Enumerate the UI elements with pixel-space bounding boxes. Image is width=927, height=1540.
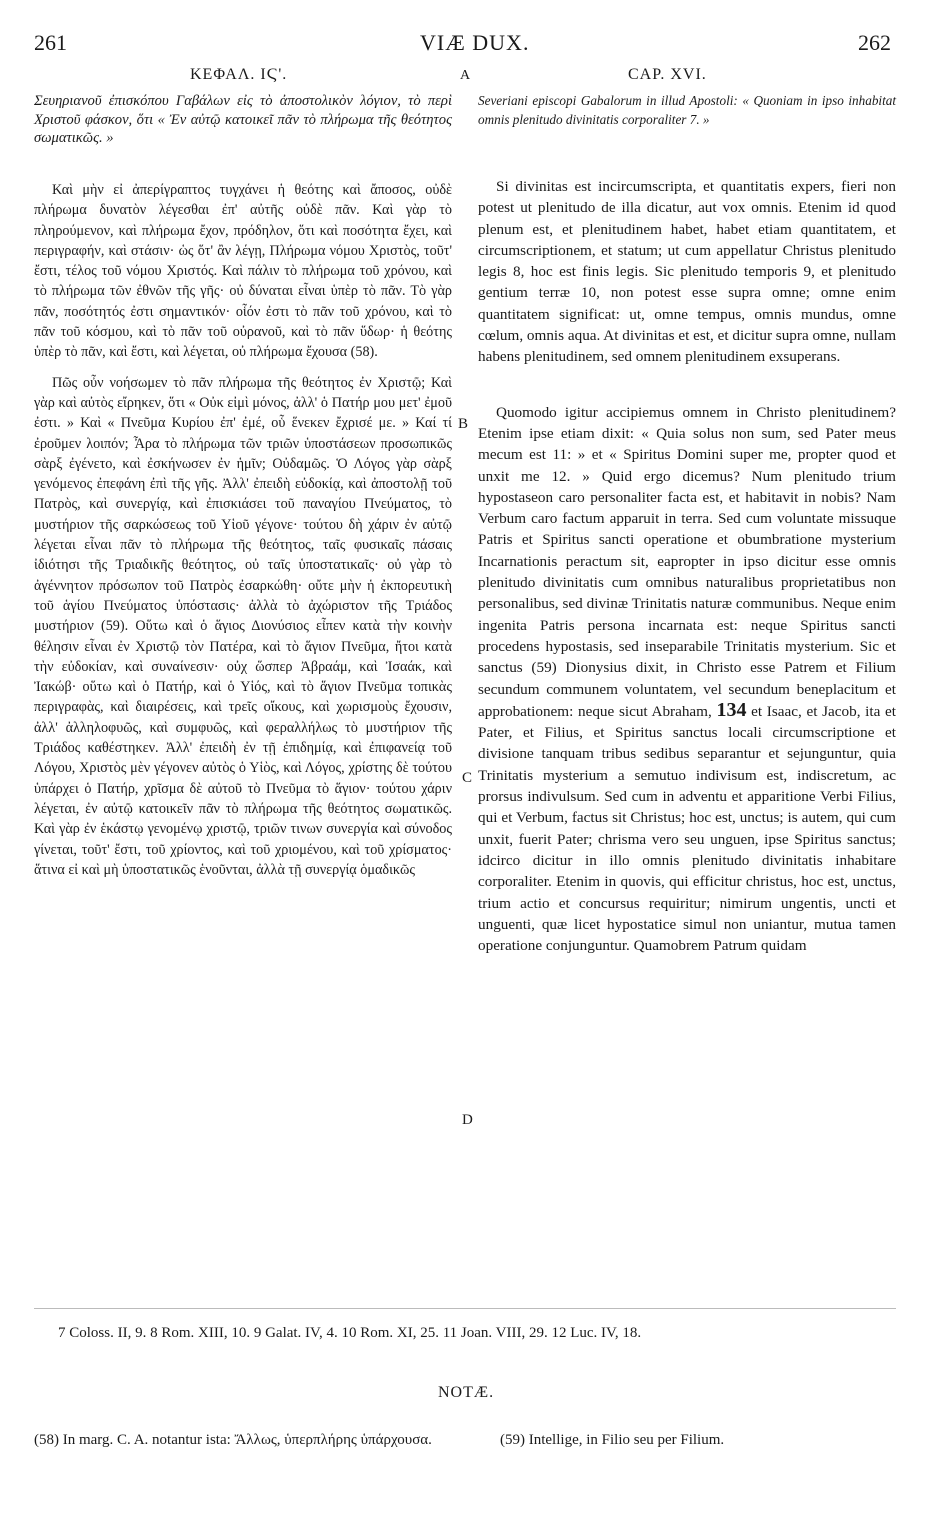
latin-paragraph-1: Si divinitas est incircumscripta, et quantitatis expers, fieri non potest ut plenitudo de illa dicatur, aut vox omnis. Etenim id quod plenum est, et plenitudinem habet, habet etiam quantitatem, et circumscriptionem, et statum; ut cum appellatur Christus plenitudo legis 8, hoc est finis legis. Sic plenitudo temporis 9, et plenitudo gentium terræ 10, non potest esse supra omne; omne enim quantitatem significat: ut, omne tempus, omnis mundus, omne cœlum, omnis aqua. At divinitas et est, et dicitur supra omne, nullam habens plenitudinem, sed omnem plenitudinem exsuperans. (478, 178, 897, 366)
note-59: (59) Intellige, in Filio seu per Filium. (500, 1432, 725, 1448)
latin-title: Severiani episcopi Gabalorum in illud Apostoli: « Quoniam in ipso inhabitat omnis plenitudo divinitatis corporaliter 7. » (478, 93, 896, 127)
latin-column (478, 176, 896, 966)
margin-marker-a: A (460, 68, 471, 83)
greek-title: Σευηριανοῦ ἐπισκόπου Γαβάλων εἰς τὸ ἀποστολικὸν λόγιον, τὸ περὶ Χριστοῦ φάσκον, ὅτι « Ἐν αὐτῷ κατοικεῖ πᾶν τὸ πλήρωμα τῆς θεότητος σωματικῶς. » (34, 93, 452, 146)
greek-column (34, 180, 452, 890)
greek-paragraph-1: Καὶ μὴν εἰ ἀπερίγραπτος τυγχάνει ἡ θεότης καὶ ἄποσος, οὐδὲ πλήρωμα δυνατὸν λέγεσθαι ἐπ' αὐτῆς οὐδὲ πᾶν. Καὶ γὰρ τὸ πληρούμενον, καὶ πλήρωμα ἔχον, πρόδηλον, ὅτι καὶ ποσότητα ἔχει, καὶ περιγραφήν, καὶ στάσιν· ὡς ὅτ' ἂν λέγῃ, Πλήρωμα νόμου Χριστὸς, τοῦτ' ἔστι, τέλος τοῦ νόμου Χριστός. Καὶ πάλιν τὸ πλήρωμα τοῦ χρόνου, καὶ τὸ πλήρωμα τῶν ἐθνῶν τῆς γῆς· οὐ δύναται εἶναι ὑπὲρ τὸ πᾶν. Τὸ γὰρ πᾶν, ποσότητός ἐστι σημαντικόν· οἷόν ἐστι τὸ πᾶν τοῦ χρόνου, καὶ τὸ πᾶν τοῦ κόσμου, καὶ τὸ πᾶν τοῦ οὐρανοῦ, καὶ τὸ πᾶν ὕδωρ· ἡ θεότης ὑπὲρ τὸ πᾶν, καὶ ἔστι, καὶ λέγεται, οὐ πλήρωμα ἔχουσα (58). (34, 182, 452, 361)
margin-marker-d: D (462, 1112, 473, 1128)
latin-paragraph-2a: Quomodo igitur accipiemus omnem in Christo plenitudinem? Etenim ipse etiam dixit: « Quia solus non sum, sed Pater meus mecum est 11: » et « Spiritus Domini super me, propter quod et unxit me 12. » Quid ergo dicemus? Num plenitudo trium hypostaseon caro personaliter facta est, et habitavit in nobis? Nam Verbum caro factum apparuit in terra. Sed cum voluntate missuque Patris et Spiritus sancti operatione et obumbratione mysterium Incarnationis peractum sit, eapropter in ipso dicitur esse omnis plenitudo divinitatis cum omnibus naturalibus proprietatibus non personalibus, sed divinæ Trinitatis naturæ communibus. Neque enim ingenita Patris persona incarnata est: neque Spiritus sancti procedens hypostasis, sed inseparabile Trinitatis mysterium. Sic et sanctus (59) Dionysius dixit, in Christo esse Patrem et Filium secundum communem voluntatem, vel secundum beneplacitum et approbationem: neque sicut Abraham, (478, 403, 896, 720)
page-marker: 134 (716, 698, 747, 721)
latin-paragraph-2b: et Isaac, et Jacob, ita et Pater, et Filius, et Spiritus sanctus locali circumscriptione et divisione tanquam tribus sedibus separantur et sejunguntur, quia Trinitatis mysterium a semutuo indivisum est, indiscretum, ac prorsus indivulsum. Sed cum in adventu et apparitione Verbi Filius, qui et Verbum, factus sit Christus; hoc est, unctus; is autem, qui cum unxit, fuerit Pater; chrisma vero seu unguen, ipse Spiritus sanctus; idcirco dicitur in illo omnis plenitudo divinitatis inhabitare corporaliter. Etenim in quovis, qui efficitur christus, hoc est, unctus, trium actio et concursus requiritur; nimirum ungentis, uncti et unguenti, quæ licet hypostatice simul non uniantur, mutua tamen operatione conjunguntur. Quamobrem Patrum quidam (478, 702, 896, 955)
running-title: VIÆ DUX. (420, 30, 530, 55)
greek-paragraph-2: Πῶς οὖν νοήσωμεν τὸ πᾶν πλήρωμα τῆς θεότητος ἐν Χριστῷ; Καὶ γὰρ καὶ αὐτὸς εἴρηκεν, ὅτι « Οὐκ εἰμὶ μόνος, ἀλλ' ὁ Πατήρ μου μετ' ἐμοῦ ἐστι. » Καὶ « Πνεῦμα Κυρίου ἐπ' ἐμέ, οὗ ἕνεκεν ἔχρισέ με. » Καί τί ἐροῦμεν λοιπόν; Ἆρα τὸ πλήρωμα τῶν τριῶν ὑποστάσεων προσωπικῶς σὰρξ ἐγένετο, καὶ ἐσκήνωσεν ἐν ἡμῖν; Οὐδαμῶς. Ὁ Λόγος γὰρ σὰρξ γενόμενος ἐπεφάνη ἐπὶ τῆς γῆς. Ἀλλ' ἐπειδὴ εὐδοκίᾳ, καὶ ἀποστολῇ τοῦ Πατρὸς, καὶ συνεργίᾳ, καὶ ἐπισκιάσει τοῦ παναγίου Πνεύματος, τὸ μυστήριον τῆς σαρκώσεως τοῦ Υἱοῦ γέγονε· τούτου δὴ χάριν ἐν αὐτῷ λέγεται εἶναι πᾶν τὸ πλήρωμα τῆς θεότητος, ταῖς φυσικαῖς πάσαις ἰδιότησι τῆς Τριαδικῆς θεότητος, οὐ ταῖς ὑποστατικαῖς· οὐ γὰρ τὸ ἀγέννητον πρόσωπον τοῦ Πατρὸς ἐσαρκώθη· οὔτε μὴν ἡ ἐκπορευτικὴ τοῦ ἁγίου Πνεύματος ὑπόστασις· ἀλλὰ τὸ ἀχώριστον τῆς Τριάδος μυστήριον (59). Οὕτω καὶ ὁ ἅγιος Διονύσιος εἶπεν κατὰ τὴν κοινὴν θέλησιν εἶναι ἐν Χριστῷ τὸν Πατέρα, καὶ τὸ ἅγιον Πνεῦμα, ἤτοι κατὰ τὴν εὐδοκίαν, καὶ συναίνεσιν· οὐχ ὥσπερ Ἀβραάμ, καὶ Ἰσαάκ, καὶ Ἰακώβ· οὕτω καὶ ὁ Πατήρ, καὶ ὁ Υἱός, καὶ τὸ ἅγιον Πνεῦμα τοπικὰς περιγραφὰς, καὶ διαιρέσεις, καὶ τρεῖς οἴκους, καὶ χωρισμοὺς ἔχουσιν, ἀλλ' ἀλληλοφυῶς, καὶ συμφυῶς, καὶ φεραλλήλως τὸ μυστήριον τῆς Τριάδος καθέστηκεν. Ἀλλ' ἐπειδὴ ἐν τῇ ἐπιδημίᾳ, καὶ ἐπιφανείᾳ τοῦ Λόγου, Χριστὸς μὲν γέγονεν αὐτὸς ὁ Υἱὸς, καὶ Λόγος, χρίστης δὲ τούτου ὑπάρχει ὁ Πατήρ, χρῖσμα δὲ αὐτοῦ τὸ Πνεῦμα τὸ ἅγιον· τούτου χάριν λέγεται, ἐν αὐτῷ κατοικεῖν πᾶν τὸ πλήρωμα τῆς θεότητος σωματικῶς. Καὶ γὰρ ἐν ἑκάστῳ γενομένῳ χριστῷ, τριῶν τινων συνεργία καὶ σύνοδος γίνεται, τοῦτ' ἔστι, τοῦ χρίοντος, καὶ τοῦ χριομένου, καὶ τοῦ χρίσματος· ἅτινα εἰ καὶ μὴ ὑποστατικῶς ἑνοῦνται, ἀλλὰ τῇ συνεργίᾳ ὁμαδικῶς (34, 374, 452, 878)
footnote-rule (34, 1308, 896, 1309)
margin-marker-b: B (458, 416, 469, 432)
latin-chapter-heading: CAP. XVI. (628, 66, 707, 83)
margin-marker-c: C (462, 770, 473, 786)
note-58: (58) In marg. C. A. notantur ista: Ἄλλως, ὑπερπλήρης ὑπάρχουσα. (34, 1432, 432, 1448)
notes-heading: NOTÆ. (438, 1384, 495, 1401)
latin-paragraph-2 (478, 402, 896, 957)
greek-chapter-heading: ΚΕΦΑΛ. ΙϚ'. (190, 66, 288, 83)
left-page-number: 261 (34, 30, 67, 55)
scripture-footnotes: 7 Coloss. II, 9. 8 Rom. XIII, 10. 9 Galat. IV, 4. 10 Rom. XI, 25. 11 Joan. VIII, 29. 12 Luc. IV, 18. (58, 1325, 642, 1341)
right-page-number: 262 (858, 30, 891, 55)
